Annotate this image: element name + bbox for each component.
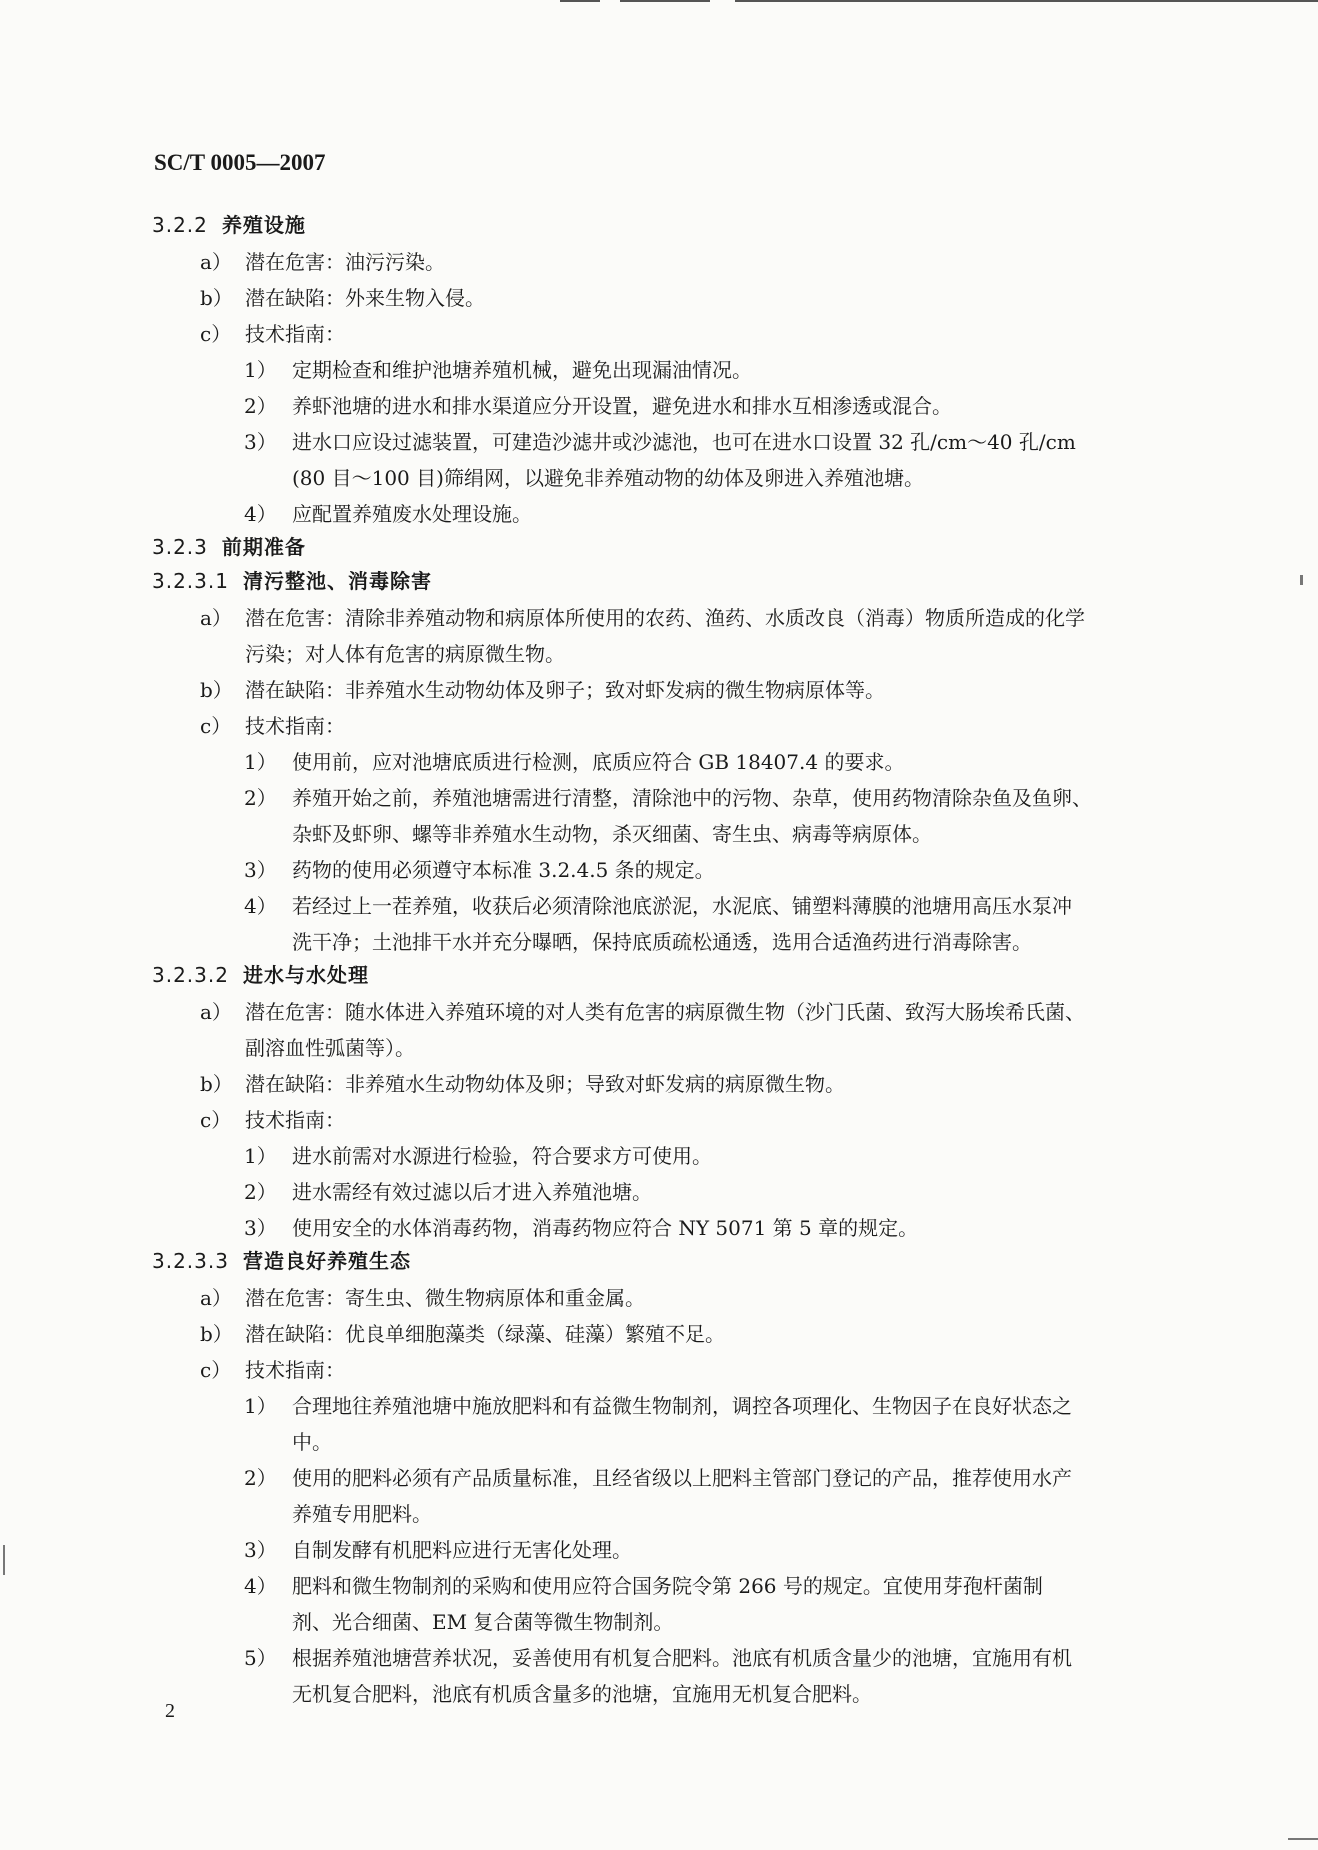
item-text-line: 技术指南：	[245, 1358, 345, 1382]
item-text-line: 养殖专用肥料。	[292, 1502, 432, 1526]
item-text-line: 进水需经有效过滤以后才进入养殖池塘。	[292, 1180, 652, 1204]
section-heading	[152, 531, 306, 560]
item-label: a）	[200, 250, 232, 274]
document-code: SC/T 0005—2007	[154, 150, 326, 175]
item-label: 1）	[244, 1394, 277, 1418]
top-rule	[735, 0, 1318, 2]
item-label: 2）	[244, 394, 277, 418]
item-text-line: 洗干净；土池排干水并充分曝晒，保持底质疏松通透，选用合适渔药进行消毒除害。	[292, 930, 1032, 954]
item-label: c）	[200, 322, 232, 346]
item-label: 2）	[244, 1180, 277, 1204]
item-text-line: 肥料和微生物制剂的采购和使用应符合国务院令第 266 号的规定。宜使用芽孢杆菌制	[292, 1574, 1043, 1598]
section-title: 进水与水处理	[242, 963, 369, 987]
item-label: 3）	[244, 858, 277, 882]
item-text-line: 杂虾及虾卵、螺等非养殖水生动物，杀灭细菌、寄生虫、病毒等病原体。	[292, 822, 932, 846]
item-text-line: 若经过上一茬养殖，收获后必须清除池底淤泥，水泥底、铺塑料薄膜的池塘用高压水泵冲	[292, 894, 1072, 918]
item-label: c）	[200, 1358, 232, 1382]
item-label: 1）	[244, 750, 277, 774]
item-text-line: 养殖开始之前，养殖池塘需进行清整，清除池中的污物、杂草，使用药物清除杂鱼及鱼卵、	[292, 786, 1092, 810]
item-text-line: 中。	[292, 1430, 332, 1454]
section-number: 3.2.3.3	[152, 1249, 229, 1273]
section-heading	[152, 1245, 411, 1274]
item-text-line: 养虾池塘的进水和排水渠道应分开设置，避免进水和排水互相渗透或混合。	[292, 394, 952, 418]
item-label: 3）	[244, 1216, 277, 1240]
item-text-line: 使用的肥料必须有产品质量标准，且经省级以上肥料主管部门登记的产品，推荐使用水产	[292, 1466, 1072, 1490]
item-text-line: 定期检查和维护池塘养殖机械，避免出现漏油情况。	[292, 358, 752, 382]
item-label: c）	[200, 714, 232, 738]
section-heading	[152, 565, 432, 594]
section-number: 3.2.2	[152, 213, 208, 237]
item-label: 1）	[244, 358, 277, 382]
section-number: 3.2.3.2	[152, 963, 229, 987]
item-text-line: 潜在缺陷：外来生物入侵。	[245, 286, 485, 310]
page-number: 2	[165, 1700, 175, 1722]
item-text-line: 根据养殖池塘营养状况，妥善使用有机复合肥料。池底有机质含量少的池塘，宜施用有机	[292, 1646, 1072, 1670]
item-text-line: 技术指南：	[245, 322, 345, 346]
section-heading	[152, 209, 306, 238]
item-label: 5）	[244, 1646, 277, 1670]
item-text-line: 潜在危害：寄生虫、微生物病原体和重金属。	[245, 1286, 645, 1310]
item-text-line: 使用前，应对池塘底质进行检测，底质应符合 GB 18407.4 的要求。	[292, 750, 905, 774]
item-label: b）	[200, 1072, 233, 1096]
section-number: 3.2.3	[152, 535, 208, 559]
item-label: a）	[200, 606, 232, 630]
item-label: a）	[200, 1286, 232, 1310]
scan-mark	[1288, 1838, 1318, 1840]
item-text-line: 技术指南：	[245, 714, 345, 738]
item-text-line: 潜在缺陷：优良单细胞藻类（绿藻、硅藻）繁殖不足。	[245, 1322, 725, 1346]
item-text-line: 应配置养殖废水处理设施。	[292, 502, 532, 526]
section-number: 3.2.3.1	[152, 569, 229, 593]
item-label: 3）	[244, 430, 277, 454]
item-label: 4）	[244, 502, 277, 526]
item-text-line: 潜在危害：清除非养殖动物和病原体所使用的农药、渔药、水质改良（消毒）物质所造成的化学	[245, 606, 1085, 630]
item-label: b）	[200, 678, 233, 702]
item-text-line: 药物的使用必须遵守本标准 3.2.4.5 条的规定。	[292, 858, 715, 882]
item-text-line: 技术指南：	[245, 1108, 345, 1132]
item-text-line: 自制发酵有机肥料应进行无害化处理。	[292, 1538, 632, 1562]
item-label: 4）	[244, 1574, 277, 1598]
item-text-line: 副溶血性弧菌等）。	[245, 1036, 415, 1060]
item-text-line: 剂、光合细菌、EM 复合菌等微生物制剂。	[292, 1610, 674, 1634]
item-label: b）	[200, 1322, 233, 1346]
item-label: 2）	[244, 1466, 277, 1490]
section-title: 清污整池、消毒除害	[242, 569, 432, 593]
item-text-line: 无机复合肥料，池底有机质含量多的池塘，宜施用无机复合肥料。	[292, 1682, 872, 1706]
section-heading	[152, 959, 369, 988]
section-title: 营造良好养殖生态	[242, 1249, 411, 1273]
item-label: a）	[200, 1000, 232, 1024]
scan-mark	[3, 1545, 5, 1575]
section-title: 前期准备	[221, 535, 306, 559]
item-text-line: 潜在危害：随水体进入养殖环境的对人类有危害的病原微生物（沙门氏菌、致泻大肠埃希氏菌、	[245, 1000, 1085, 1024]
item-text-line: 潜在缺陷：非养殖水生动物幼体及卵；导致对虾发病的病原微生物。	[245, 1072, 845, 1096]
top-rule	[560, 0, 600, 2]
item-label: c）	[200, 1108, 232, 1132]
section-title: 养殖设施	[221, 213, 306, 237]
item-text-line: 进水前需对水源进行检验，符合要求方可使用。	[292, 1144, 712, 1168]
item-text-line: 进水口应设过滤装置，可建造沙滤井或沙滤池，也可在进水口设置 32 孔/cm～40 孔/cm	[292, 430, 1076, 454]
item-text-line: 合理地往养殖池塘中施放肥料和有益微生物制剂，调控各项理化、生物因子在良好状态之	[292, 1394, 1072, 1418]
item-text-line: 污染；对人体有危害的病原微生物。	[245, 642, 565, 666]
top-rule	[620, 0, 710, 2]
item-text-line: 使用安全的水体消毒药物，消毒药物应符合 NY 5071 第 5 章的规定。	[292, 1216, 919, 1240]
item-label: 4）	[244, 894, 277, 918]
item-label: 3）	[244, 1538, 277, 1562]
item-text-line: (80 目～100 目)筛绢网，以避免非养殖动物的幼体及卵进入养殖池塘。	[292, 466, 924, 490]
item-label: 1）	[244, 1144, 277, 1168]
item-label: b）	[200, 286, 233, 310]
item-label: 2）	[244, 786, 277, 810]
item-text-line: 潜在危害：油污污染。	[245, 250, 445, 274]
scan-mark	[1300, 575, 1303, 585]
item-text-line: 潜在缺陷：非养殖水生动物幼体及卵子；致对虾发病的微生物病原体等。	[245, 678, 885, 702]
